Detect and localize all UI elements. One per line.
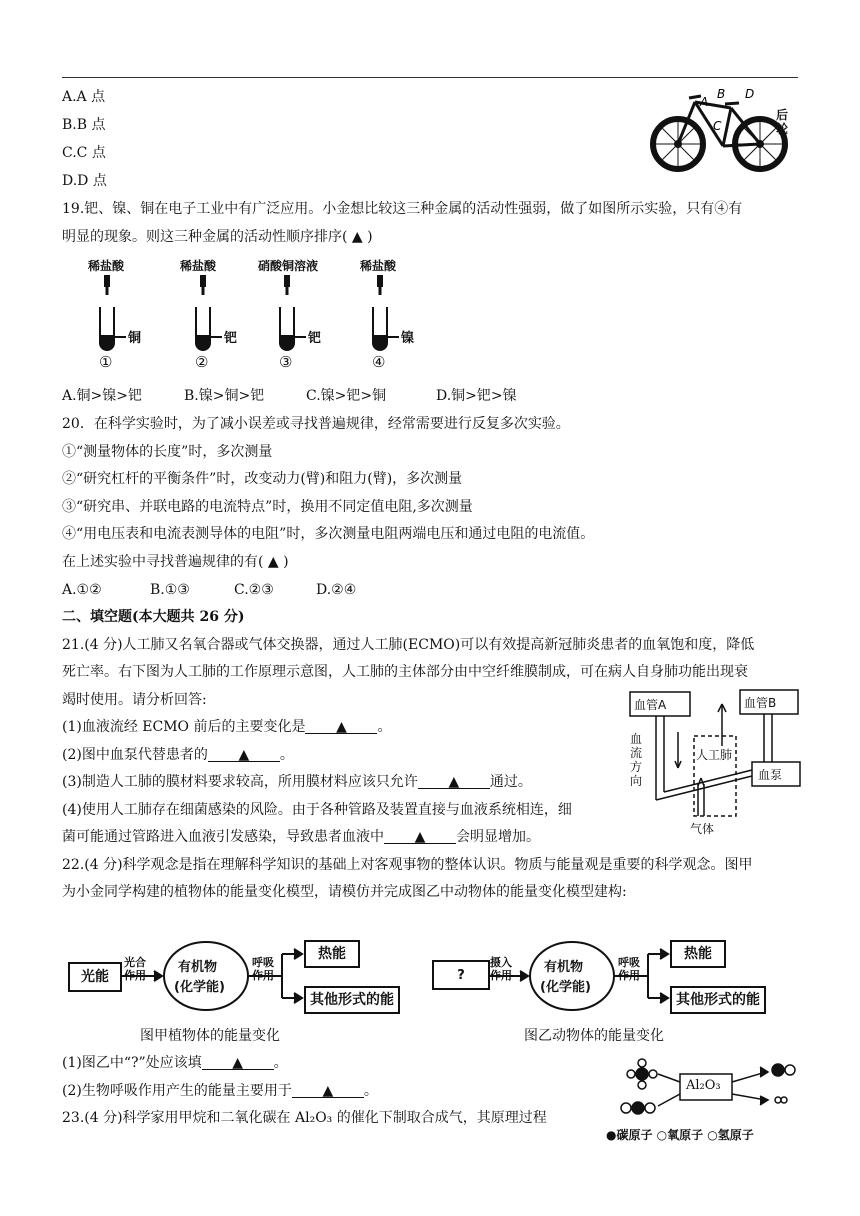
q19-option-a: A.铜>镍>钯 (62, 388, 143, 404)
bicycle-figure (645, 84, 795, 174)
rear-wheel-label: 后轮 (776, 108, 789, 136)
q20-option-b: B.①③ (150, 582, 190, 598)
q21-part2: (2)图中血泵代替患者的 ▲ 。 (62, 747, 294, 763)
plant-heat-box: 热能 (304, 940, 360, 968)
q21-part3: (3)制造人工肺的膜材料要求较高，所用膜材料应该只允许 ▲ 通过。 (62, 774, 532, 790)
animal-other-energy-box: 其他形式的能 (670, 986, 766, 1014)
q21-blank-1[interactable]: ▲ (305, 717, 377, 734)
catalysis-diagram (606, 1052, 806, 1146)
q20-question: 在上述实验中寻找普遍规律的有( ▲ ) (62, 554, 289, 570)
q20-item-1: ①“测量物体的长度”时，多次测量 (62, 444, 273, 460)
tube1-number: ① (99, 353, 113, 371)
tube3-reagent: 硝酸铜溶液 (258, 259, 319, 273)
plant-energy-diagram (66, 932, 406, 1016)
bike-label-b: B (717, 87, 726, 101)
q21-part1: (1)血液流经 ECMO 前后的主要变化是 ▲ 。 (62, 719, 392, 735)
q22-line1: 22.(4 分)科学观念是指在理解科学知识的基础上对客观事物的整体认识。物质与能量观是重要的科学观念。图甲 (62, 857, 753, 873)
tube3-number: ③ (279, 353, 293, 371)
q20-item-3: ③“研究串、并联电路的电流特点”时，换用不同定值电阻,多次测量 (62, 499, 473, 515)
plant-other-energy-box: 其他形式的能 (304, 986, 400, 1014)
q20-stem: 20．在科学实验时，为了减小误差或寻找普遍规律，经常需要进行反复多次实验。 (62, 416, 570, 432)
tube4-number: ④ (372, 353, 386, 371)
q21-line2: 死亡率。右下图为人工肺的工作原理示意图，人工肺的主体部分由中空纤维膜制成，可在病人自身肺功能出现衰 (62, 664, 748, 680)
blood-pump-label: 血泵 (758, 768, 783, 782)
ecmo-diagram (626, 688, 802, 838)
q20-item-4: ④“用电压表和电流表测导体的电阻”时，多次测量电阻两端电压和通过电阻的电流值。 (62, 526, 595, 542)
q22-part2: (2)生物呼吸作用产生的能量主要用于 ▲ 。 (62, 1083, 378, 1099)
top-rule (62, 77, 798, 78)
plant-chemical-energy-label: (化学能) (174, 980, 225, 995)
q22-blank-2[interactable]: ▲ (292, 1081, 364, 1098)
blood-flow-label: 血流方向 (630, 732, 643, 788)
plant-diagram-caption: 图甲植物体的能量变化 (140, 1028, 280, 1044)
q20-option-c: C.②③ (234, 582, 274, 598)
section-2-heading: 二、填空题(本大题共 26 分) (62, 609, 245, 625)
artificial-lung-label: 人工肺 (696, 748, 733, 762)
q20-option-d: D.②④ (316, 582, 357, 598)
q19-option-d: D.铜>钯>镍 (436, 388, 517, 404)
tube1-reagent: 稀盐酸 (88, 259, 125, 273)
gas-label: 气体 (690, 822, 715, 836)
q23-line1: 23.(4 分)科学家用甲烷和二氧化碳在 Al₂O₃ 的催化下制取合成气，其原理过程 (62, 1110, 547, 1126)
q19-stem-line1: 19.钯、镍、铜在电子工业中有广泛应用。小金想比较这三种金属的活动性强弱，做了如图所示实验，只有④有 (62, 201, 743, 217)
tube3-metal: 钯 (308, 331, 322, 346)
animal-energy-diagram (430, 932, 770, 1016)
q18-option-b: B.B 点 (62, 117, 106, 133)
bike-label-c: C (713, 119, 722, 133)
q20-item-2: ②“研究杠杆的平衡条件”时，改变动力(臂)和阻力(臂)，多次测量 (62, 471, 463, 487)
unknown-source-mark: ? (457, 968, 465, 983)
animal-respiration-label: 呼吸作用 (618, 956, 640, 982)
q21-blank-2[interactable]: ▲ (208, 745, 280, 762)
animal-heat-box: 热能 (670, 940, 726, 968)
q19-stem-line2: 明显的现象。则这三种金属的活动性顺序排序( ▲ ) (62, 229, 373, 245)
unknown-source-box (432, 960, 490, 990)
bike-label-d: D (745, 87, 755, 101)
tube1-metal: 铜 (128, 331, 142, 346)
q18-option-c: C.C 点 (62, 145, 106, 161)
q20-option-a: A.①② (62, 582, 102, 598)
q21-part4a: (4)使用人工肺存在细菌感染的风险。由于各种管路及装置直接与血液系统相连，细 (62, 802, 572, 818)
q21-line1: 21.(4 分)人工肺又名氧合器或气体交换器，通过人工肺(ECMO)可以有效提高新冠肺炎患者的血氧饱和度，降低 (62, 637, 755, 653)
q21-line3: 竭时使用。请分析回答: (62, 692, 207, 708)
q21-blank-4[interactable]: ▲ (384, 827, 456, 844)
q21-blank-3[interactable]: ▲ (418, 772, 490, 789)
test-tube-figure (80, 255, 440, 375)
plant-organic-label: 有机物 (178, 960, 218, 975)
vessel-b-label: 血管B (744, 696, 777, 710)
tube4-metal: 镍 (401, 331, 415, 346)
q18-option-d: D.D 点 (62, 173, 107, 189)
q18-option-a: A.A 点 (62, 89, 106, 105)
q22-part1: (1)图乙中“?”处应该填 ▲ 。 (62, 1055, 288, 1071)
tube4-reagent: 稀盐酸 (360, 259, 397, 273)
tube2-number: ② (195, 353, 209, 371)
q22-blank-1[interactable]: ▲ (202, 1053, 274, 1070)
catalyst-label: Al₂O₃ (686, 1078, 721, 1093)
light-energy-box: 光能 (68, 962, 122, 992)
q19-option-b: B.镍>铜>钯 (184, 388, 265, 404)
photosynthesis-label: 光合作用 (124, 956, 146, 982)
animal-diagram-caption: 图乙动物体的能量变化 (524, 1028, 664, 1044)
q21-part4b: 菌可能通过管路进入血液引发感染，导致患者血液中 ▲ 会明显增加。 (62, 829, 540, 845)
vessel-a-label: 血管A (634, 698, 667, 712)
atom-legend: ●碳原子 ○氧原子 ○氢原子 (606, 1128, 754, 1142)
plant-respiration-label: 呼吸作用 (252, 956, 274, 982)
animal-chemical-energy-label: (化学能) (540, 980, 591, 995)
tube2-metal: 钯 (224, 331, 238, 346)
tube2-reagent: 稀盐酸 (180, 259, 217, 273)
bike-label-a: A (700, 95, 709, 109)
q19-option-c: C.镍>钯>铜 (306, 388, 387, 404)
animal-organic-label: 有机物 (544, 960, 584, 975)
q22-line2: 为小金同学构建的植物体的能量变化模型，请模仿并完成图乙中动物体的能量变化模型建构: (62, 884, 627, 900)
ingestion-label: 摄入作用 (490, 956, 512, 982)
